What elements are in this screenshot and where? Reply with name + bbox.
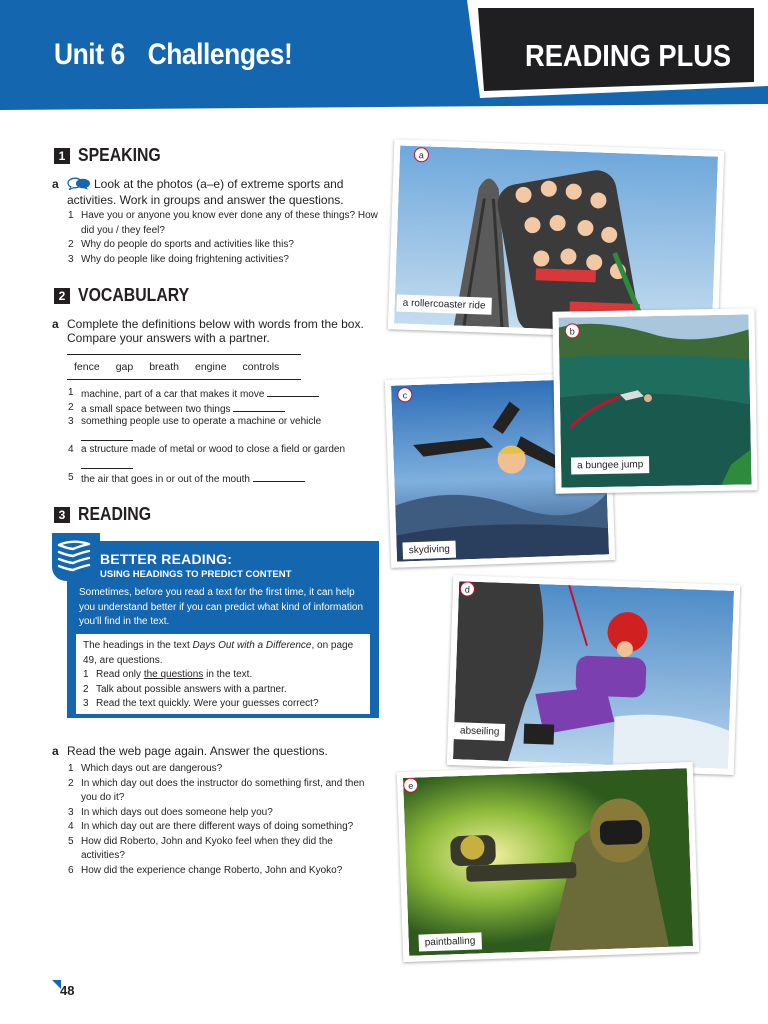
section-title: SPEAKING: [78, 145, 161, 165]
list-item: 6 How did the experience change Roberto, John and Kyoko?: [68, 864, 343, 876]
list-item: 2 Why do people do sports and activities like this?: [68, 239, 294, 250]
photo-letter: c: [397, 387, 413, 403]
photo-bungee-jump: [552, 308, 757, 493]
task-letter: a: [52, 317, 59, 331]
photo-abseiling: [447, 575, 740, 775]
text-title: Days Out with a Difference: [192, 640, 312, 651]
list-item: 1 Read only the questions in the text.: [83, 669, 253, 680]
speech-bubbles-icon: [67, 177, 91, 193]
list-item: 3 In which days out does someone help you?: [68, 806, 273, 818]
list-item: 2 In which day out does the instructor do something first, and then you do it?: [68, 777, 365, 803]
list-item: 1 Have you or anyone you know ever done any of these things? How did you / they feel?: [68, 210, 378, 236]
page-header: [0, 0, 768, 110]
list-item: 4 In which day out are there different ways of doing something?: [68, 821, 354, 832]
section-number: 2: [54, 288, 70, 304]
task-text: Read the web page again. Answer the questions.: [67, 744, 328, 758]
list-item: 4 a structure made of metal or wood to close a field or garden: [68, 443, 391, 474]
word-box-item: breath: [149, 361, 179, 373]
photo-letter: d: [460, 581, 476, 597]
instruction-steps: [83, 668, 319, 712]
reading-plus-label: READING PLUS: [525, 38, 732, 73]
photo-caption: paintballing: [418, 932, 481, 951]
word-box-item: controls: [242, 361, 280, 373]
section-vocabulary-heading: [54, 285, 204, 306]
unit-title: [54, 38, 292, 72]
list-item: 1 Which days out are dangerous?: [68, 763, 223, 774]
speaking-task: [52, 177, 372, 207]
word-box-item: engine: [195, 361, 227, 373]
section-speaking-heading: [54, 145, 172, 166]
reading-questions: [68, 762, 378, 878]
speaking-questions: [68, 209, 378, 267]
answer-blank[interactable]: [253, 471, 305, 482]
better-reading-text: Sometimes, before you read a text for the first time, it can help you understand better if you can predict what kind of information you'll find in the text.: [79, 587, 364, 627]
photo-caption: skydiving: [402, 541, 456, 560]
list-item: 2 a small space between two things: [68, 401, 391, 418]
word-box: [67, 354, 301, 380]
answer-blank[interactable]: [233, 401, 285, 412]
instructions-intro: The headings in the text Days Out with a Difference, on page 49, are questions.: [83, 640, 354, 666]
book-stack-icon: [52, 533, 100, 581]
unit-name: Challenges!: [147, 38, 293, 71]
better-reading-tab: [52, 533, 100, 581]
photo-paintballing: [397, 762, 699, 962]
vocabulary-task: [52, 317, 372, 345]
answer-blank[interactable]: [81, 458, 133, 469]
reading-task: [52, 744, 372, 758]
page-corner-mark: [52, 980, 61, 989]
section-title: VOCABULARY: [78, 285, 190, 305]
list-item: 3 something people use to operate a machine or vehicle: [68, 415, 391, 446]
page-number: 48: [52, 983, 74, 998]
unit-number: Unit 6: [54, 38, 125, 71]
section-number: 3: [54, 507, 70, 523]
word-box-item: gap: [115, 361, 134, 373]
photo-caption: abseiling: [454, 722, 506, 741]
task-text: Complete the definitions below with words from the box. Compare your answers with a partner.: [67, 317, 364, 345]
photo-letter: a: [414, 147, 430, 163]
task-letter: a: [52, 177, 59, 191]
photo-letter: b: [565, 323, 580, 338]
photo-caption: a rollercoaster ride: [396, 294, 491, 314]
task-letter: a: [52, 744, 59, 758]
task-text: Look at the photos (a–e) of extreme sports and activities. Work in groups and answer the questions.: [67, 177, 344, 207]
answer-blank[interactable]: [267, 386, 319, 397]
answer-blank[interactable]: [81, 430, 133, 441]
list-item: 2 Talk about possible answers with a partner.: [83, 683, 287, 695]
list-item: 5 the air that goes in or out of the mouth: [68, 471, 391, 488]
section-title: READING: [78, 504, 152, 524]
list-item: 3 Why do people like doing frightening activities?: [68, 253, 289, 265]
section-number: 1: [54, 148, 70, 164]
photo-letter: e: [403, 777, 419, 793]
better-reading-title: BETTER READING:: [100, 551, 233, 567]
word-box-item: fence: [74, 361, 100, 373]
list-item: 3 Read the text quickly. Were your guesses correct?: [83, 698, 319, 709]
list-item: 5 How did Roberto, John and Kyoko feel when they did the activities?: [68, 835, 333, 861]
paintballing-image: [403, 768, 693, 956]
list-item: 1 machine, part of a car that makes it move: [68, 386, 391, 403]
section-reading-heading: [54, 504, 161, 525]
photo-caption: a bungee jump: [571, 456, 649, 474]
better-reading-instructions: [76, 634, 370, 714]
better-reading-subtitle: USING HEADINGS TO PREDICT CONTENT: [100, 569, 292, 580]
